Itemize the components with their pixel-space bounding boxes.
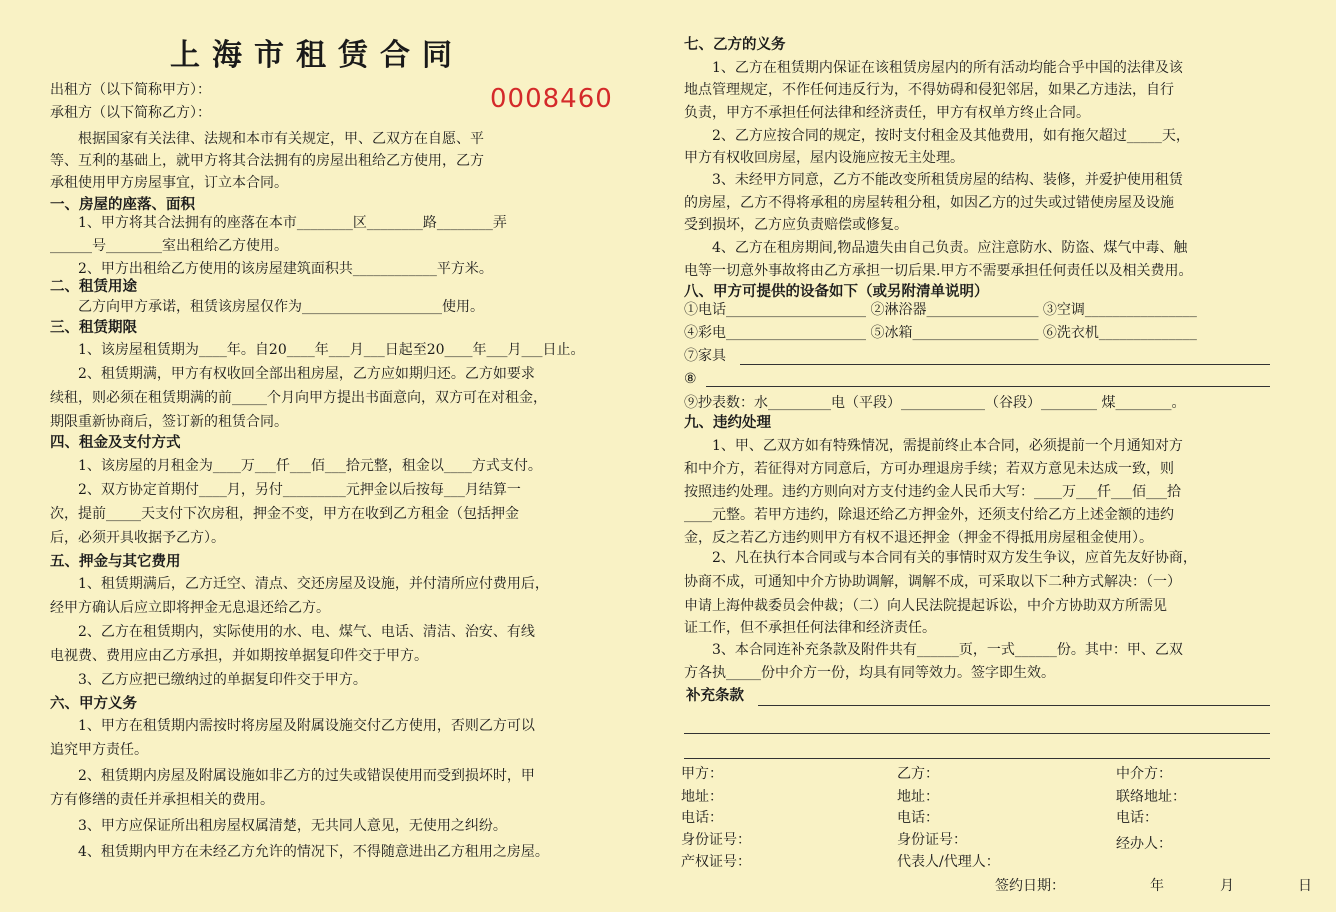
party-b-field-label: 电话： xyxy=(897,810,939,826)
party-b-field-label: 身份证号： xyxy=(897,832,967,848)
contract-text-line: 追究甲方责任。 xyxy=(50,742,148,758)
contract-text-line: 金，反之若乙方违约则甲方有权不退还押金（押金不得抵用房屋租金使用）。 xyxy=(684,530,1153,546)
section-heading: 三、租赁期限 xyxy=(50,320,137,336)
fill-line-supplement xyxy=(684,733,1270,734)
contract-text-line: 3、甲方应保证所出租房屋权属清楚，无共同人意见，无使用之纠纷。 xyxy=(50,818,507,834)
contract-text-line: 后，必须开具收据予乙方）。 xyxy=(50,530,225,546)
contract-text-line: 电等一切意外事故将由乙方承担一切后果.甲方不需要承担任何责任以及相关费用。 xyxy=(684,263,1193,279)
contract-text-line: 2、租赁期内房屋及附属设施如非乙方的过失或错误使用而受到损坏时，甲 xyxy=(50,768,535,784)
contract-text-line: 受到损坏，乙方应负责赔偿或修复。 xyxy=(684,217,908,233)
contract-text-line: 负责，甲方不承担任何法律和经济责任，甲方有权单方终止合同。 xyxy=(684,105,1090,121)
contract-text-line: 等、互利的基础上，就甲方将其合法拥有的房屋出租给乙方使用，乙方 xyxy=(50,153,484,169)
contract-text-line: 2、甲方出租给乙方使用的该房屋建筑面积共____________平方米。 xyxy=(50,261,493,277)
contract-text-line: ______号________室出租给乙方使用。 xyxy=(50,238,288,254)
contract-text-line: 次，提前_____天支付下次房租，押金不变，甲方在收到乙方租金（包括押金 xyxy=(50,506,519,522)
agent-field-label: 电话： xyxy=(1116,810,1158,826)
section-heading: 四、租金及支付方式 xyxy=(50,435,181,451)
agent-field-label: 联络地址： xyxy=(1116,789,1186,805)
fill-line-supplement xyxy=(758,705,1270,706)
section-heading: 二、租赁用途 xyxy=(50,279,137,295)
contract-text-line: ①电话____________________ ②淋浴器________________ ③空调________________ xyxy=(684,302,1197,318)
section-heading: 八、甲方可提供的设备如下（或另附清单说明） xyxy=(684,284,989,300)
party-a-field-label: 甲方： xyxy=(681,766,723,782)
contract-text-line: ⑦家具 xyxy=(684,348,726,364)
contract-text-line: 按照违约处理。违约方则向对方支付违约金人民币大写：____万___仟___佰___拾 xyxy=(684,484,1181,500)
party-b-field-label: 地址： xyxy=(897,789,939,805)
contract-text-line: 的房屋，乙方不得将承租的房屋转租分租，如因乙方的过失或过错使房屋及设施 xyxy=(684,195,1174,211)
party-b-field-label: 乙方： xyxy=(897,766,939,782)
contract-text-line: 承租方（以下简称乙方）： xyxy=(50,105,211,121)
section-heading: 九、违约处理 xyxy=(684,415,771,431)
contract-text-line: 2、凡在执行本合同或与本合同有关的事情时双方发生争议，应首先友好协商， xyxy=(684,550,1197,566)
contract-text-line: 2、乙方应按合同的规定，按时支付租金及其他费用，如有拖欠超过_____天， xyxy=(684,128,1190,144)
contract-text-line: 方各执_____份中介方一份，均具有同等效力。签字即生效。 xyxy=(684,665,1055,681)
contract-text-line: 1、乙方在租赁期内保证在该租赁房屋内的所有活动均能合乎中国的法律及该 xyxy=(684,60,1183,76)
contract-text-line: 1、该房屋租赁期为____年。自20____年___月___日起至20____年___月___日止。 xyxy=(50,342,585,358)
section-heading: 六、甲方义务 xyxy=(50,696,137,712)
sign-year-label: 年 xyxy=(1150,878,1164,894)
fill-line-supplement xyxy=(684,758,1270,759)
contract-text-line: ④彩电____________________ ⑤冰箱__________________ ⑥洗衣机______________ xyxy=(684,325,1197,341)
contract-text-line: 2、租赁期满，甲方有权收回全部出租房屋，乙方应如期归还。乙方如要求 xyxy=(50,366,535,382)
contract-text-line: ⑧ xyxy=(684,371,697,387)
serial-number: 0008460 xyxy=(490,84,613,114)
section-heading: 七、乙方的义务 xyxy=(684,37,786,53)
contract-text-line: 1、甲方在租赁期内需按时将房屋及附属设施交付乙方使用，否则乙方可以 xyxy=(50,718,535,734)
contract-text-line: 承租使用甲方房屋事宜，订立本合同。 xyxy=(50,175,288,191)
sign-day-label: 日 xyxy=(1298,878,1312,894)
contract-text-line: 2、双方协定首期付____月，另付_________元押金以后按每___月结算一 xyxy=(50,482,521,498)
sign-month-label: 月 xyxy=(1220,878,1234,894)
contract-text-line: 和中介方，若征得对方同意后，方可办理退房手续；若双方意见未达成一致，则 xyxy=(684,461,1174,477)
party-a-field-label: 电话： xyxy=(681,810,723,826)
contract-text-line: 出租方（以下简称甲方）： xyxy=(50,82,211,98)
contract-text-line: 4、租赁期内甲方在未经乙方允许的情况下，不得随意进出乙方租用之房屋。 xyxy=(50,844,549,860)
contract-text-line: 4、乙方在租房期间,物品遗失由自己负责。应注意防水、防盗、煤气中毒、触 xyxy=(684,240,1188,256)
sign-date-label: 签约日期： xyxy=(995,878,1065,894)
fill-line-item-8 xyxy=(706,386,1270,387)
contract-text-line: ⑨抄表数：水_________电（平段）____________（谷段）________ 煤________。 xyxy=(684,395,1186,411)
party-a-field-label: 身份证号： xyxy=(681,832,751,848)
contract-text-line: 续租，则必须在租赁期满的前_____个月向甲方提出书面意向，双方可在对租金， xyxy=(50,390,547,406)
contract-text-line: 3、本合同连补充条款及附件共有______页，一式______份。其中：甲、乙双 xyxy=(684,642,1183,658)
contract-text-line: 期限重新协商后，签订新的租赁合同。 xyxy=(50,414,288,430)
section-heading: 一、房屋的座落、面积 xyxy=(50,197,195,213)
contract-text-line: 1、甲、乙双方如有特殊情况，需提前终止本合同，必须提前一个月通知对方 xyxy=(684,438,1183,454)
contract-text-line: ____元整。若甲方违约，除退还给乙方押金外，还须支付给乙方上述金额的违约 xyxy=(684,507,1174,523)
contract-text-line: 1、租赁期满后，乙方迁空、清点、交还房屋及设施，并付清所应付费用后， xyxy=(50,576,549,592)
contract-text-line: 经甲方确认后应立即将押金无息退还给乙方。 xyxy=(50,600,330,616)
contract-text-line: 3、乙方应把已缴纳过的单据复印件交于甲方。 xyxy=(50,672,367,688)
contract-text-line: 地点管理规定，不作任何违反行为，不得妨碍和侵犯邻居，如果乙方违法，自行 xyxy=(684,82,1174,98)
party-b-field-label: 代表人/代理人： xyxy=(897,854,1000,870)
section-heading: 补充条款 xyxy=(686,688,744,704)
contract-text-line: 甲方有权收回房屋，屋内设施应按无主处理。 xyxy=(684,150,964,166)
contract-text-line: 申请上海仲裁委员会仲裁；（二）向人民法院提起诉讼，中介方协助双方所需见 xyxy=(684,598,1167,614)
contract-text-line: 协商不成，可通知中介方协助调解，调解不成，可采取以下二种方式解决：（一） xyxy=(684,574,1181,590)
contract-text-line: 证工作，但不承担任何法律和经济责任。 xyxy=(684,620,936,636)
contract-text-line: 电视费、费用应由乙方承担，并如期按单据复印件交于甲方。 xyxy=(50,648,428,664)
fill-line-furniture xyxy=(740,364,1270,365)
contract-text-line: 方有修缮的责任并承担相关的费用。 xyxy=(50,792,274,808)
contract-text-line: 3、未经甲方同意，乙方不能改变所租赁房屋的结构、装修，并爱护使用租赁 xyxy=(684,172,1183,188)
contract-text-line: 根据国家有关法律、法规和本市有关规定，甲、乙双方在自愿、平 xyxy=(50,131,484,147)
contract-text-line: 2、乙方在租赁期内，实际使用的水、电、煤气、电话、清洁、治安、有线 xyxy=(50,624,535,640)
party-a-field-label: 地址： xyxy=(681,789,723,805)
contract-text-line: 乙方向甲方承诺，租赁该房屋仅作为____________________使用。 xyxy=(50,299,484,315)
contract-text-line: 1、该房屋的月租金为____万___仟___佰___拾元整，租金以____方式支付。 xyxy=(50,458,542,474)
contract-text-line: 1、甲方将其合法拥有的座落在本市________区________路________弄 xyxy=(50,215,507,231)
section-heading: 五、押金与其它费用 xyxy=(50,554,181,570)
agent-field-label: 经办人： xyxy=(1116,836,1172,852)
contract-title: 上海市租赁合同 xyxy=(170,38,464,73)
party-a-field-label: 产权证号： xyxy=(681,854,751,870)
agent-field-label: 中介方： xyxy=(1116,766,1172,782)
